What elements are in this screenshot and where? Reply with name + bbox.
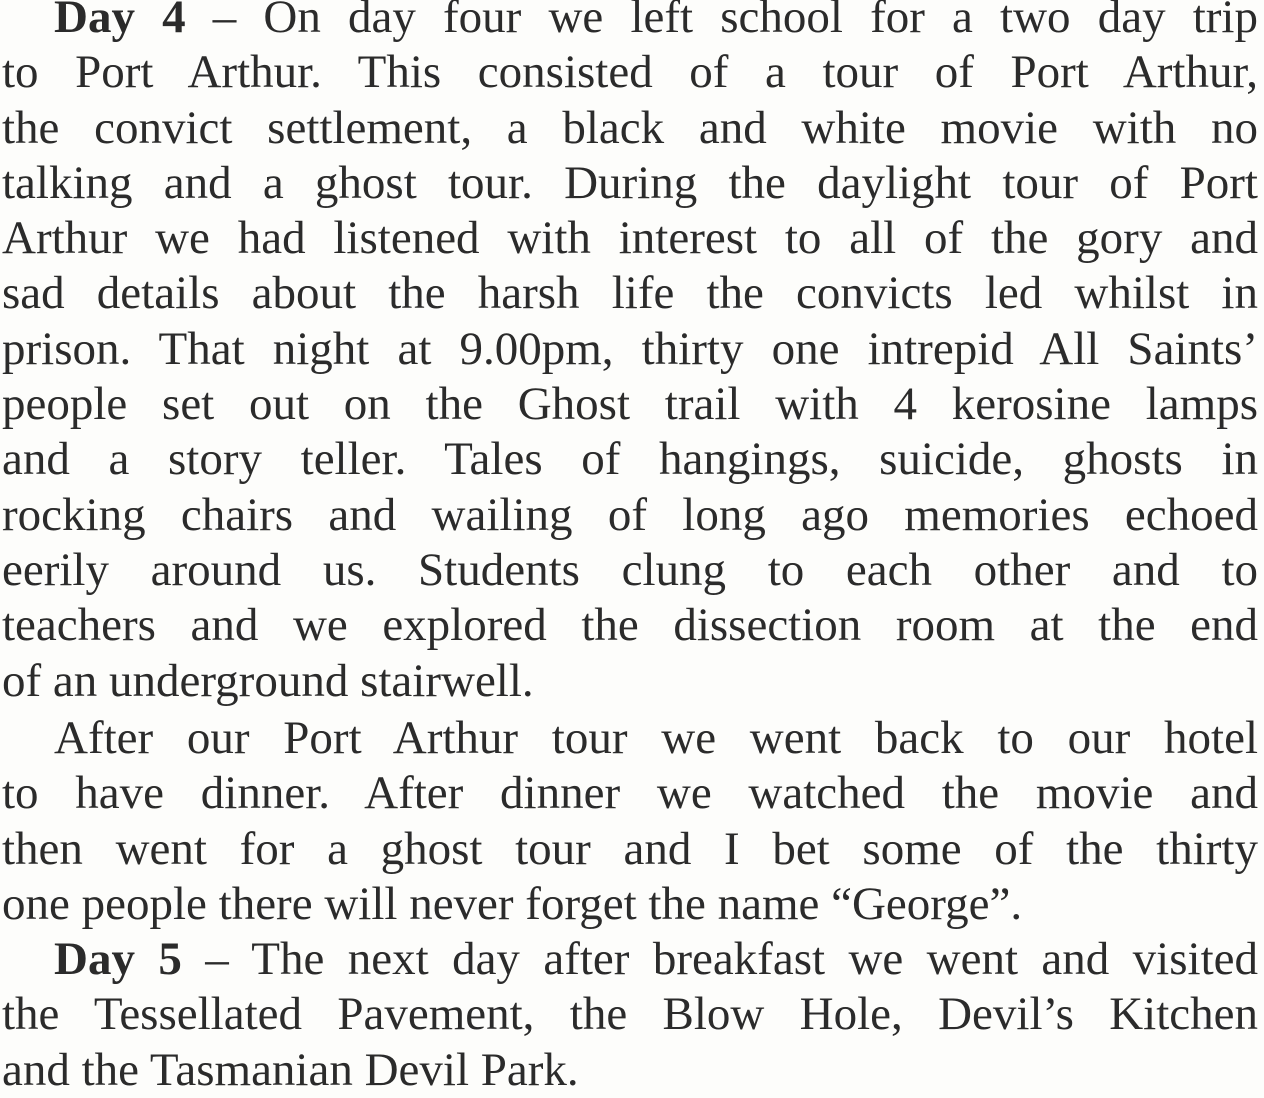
text-line: talking and a ghost tour. During the daylight tour of Port bbox=[2, 156, 1258, 209]
text-line: of an underground stairwell. bbox=[2, 654, 534, 707]
paragraph-day-5 bbox=[2, 932, 1258, 1098]
text-line: Arthur we had listened with interest to all of the gory and bbox=[2, 212, 1258, 265]
text-line: to Port Arthur. This consisted of a tour of Port Arthur, bbox=[2, 46, 1258, 99]
text-line: and a story teller. Tales of hangings, suicide, ghosts in bbox=[2, 433, 1258, 486]
text-line: teachers and we explored the dissection room at the end bbox=[2, 599, 1258, 652]
text-line: to have dinner. After dinner we watched the movie and bbox=[2, 767, 1258, 820]
text-line: people set out on the Ghost trail with 4 kerosine lamps bbox=[2, 378, 1258, 431]
text-line: the convict settlement, a black and white movie with no bbox=[2, 101, 1258, 154]
text-line: prison. That night at 9.00pm, thirty one intrepid All Saints’ bbox=[2, 322, 1258, 375]
text-line: and the Tasmanian Devil Park. bbox=[2, 1043, 579, 1096]
day-heading: Day 5 bbox=[54, 933, 182, 985]
paragraph-day-4 bbox=[2, 0, 1258, 709]
day-heading: Day 4 bbox=[54, 0, 186, 43]
text-line: sad details about the harsh life the convicts led whilst in bbox=[2, 267, 1258, 320]
text-line: Day 5 – The next day after breakfast we went and visited bbox=[54, 933, 1258, 985]
text-line: rocking chairs and wailing of long ago memories echoed bbox=[2, 488, 1258, 541]
text-line: one people there will never forget the name “George”. bbox=[2, 877, 1023, 930]
text-line: then went for a ghost tour and I bet some of the thirty bbox=[2, 822, 1258, 875]
paragraph-after-tour bbox=[2, 711, 1258, 932]
text-line: the Tessellated Pavement, the Blow Hole, Devil’s Kitchen bbox=[2, 988, 1258, 1041]
text-line: eerily around us. Students clung to each other and to bbox=[2, 543, 1258, 596]
text-line: After our Port Arthur tour we went back to our hotel bbox=[54, 712, 1258, 764]
text-line: Day 4 – On day four we left school for a two day trip bbox=[2, 0, 1258, 45]
